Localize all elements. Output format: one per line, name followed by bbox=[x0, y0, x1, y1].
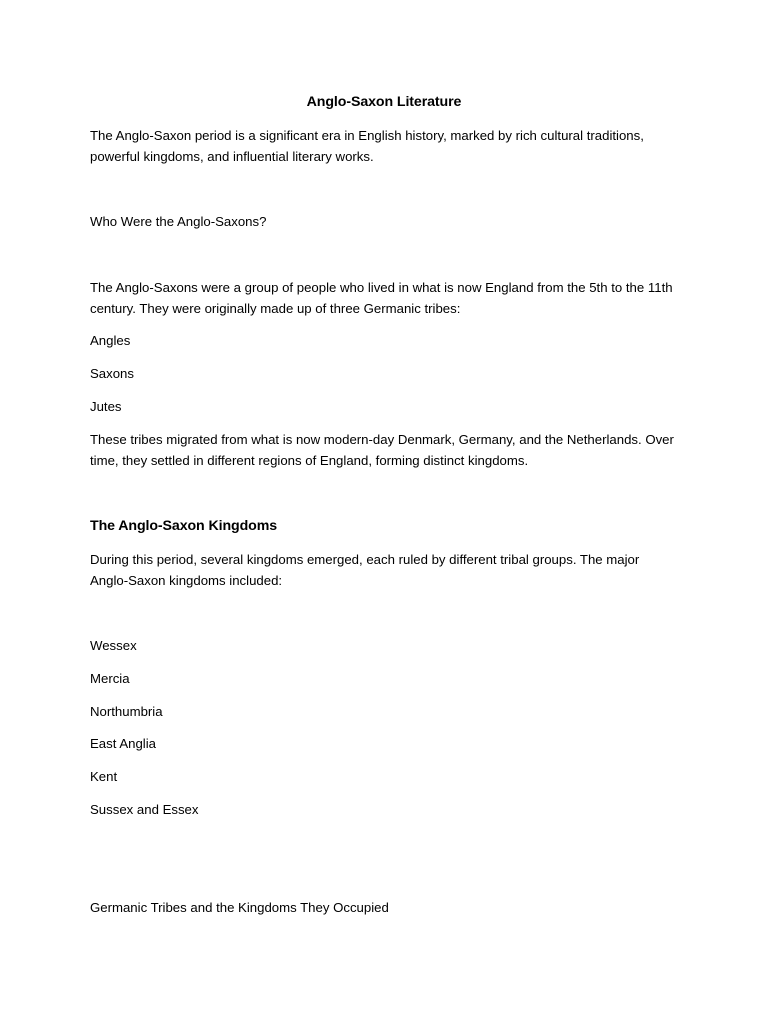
document-title: Anglo-Saxon Literature bbox=[306, 94, 462, 110]
intro-paragraph: The Anglo-Saxon period is a significant era in English history, marked by rich cultural traditions, powerful kingdoms, and influential literary works. bbox=[90, 128, 644, 164]
kingdom-item: Wessex bbox=[90, 638, 137, 653]
kingdoms-paragraph: During this period, several kingdoms emerged, each ruled by different tribal groups. The major Anglo-Saxon kingdoms included: bbox=[90, 552, 640, 588]
tribe-item: Jutes bbox=[90, 399, 122, 414]
kingdom-item: East Anglia bbox=[90, 736, 156, 751]
who-were-heading: Who Were the Anglo-Saxons? bbox=[90, 214, 267, 229]
kingdoms-heading: The Anglo-Saxon Kingdoms bbox=[90, 518, 278, 534]
tribe-item: Angles bbox=[90, 333, 131, 348]
kingdom-item: Sussex and Essex bbox=[90, 802, 199, 817]
who-paragraph: The Anglo-Saxons were a group of people who lived in what is now England from the 5th to the 11th century. They were originally made up of three Germanic tribes: bbox=[90, 280, 673, 316]
kingdom-item: Northumbria bbox=[90, 704, 163, 719]
migration-paragraph: These tribes migrated from what is now modern-day Denmark, Germany, and the Netherlands. Over time, they settled in different regions of England, forming distinct kingdoms. bbox=[90, 432, 674, 468]
tribe-item: Saxons bbox=[90, 366, 134, 381]
tribes-kingdoms-heading: Germanic Tribes and the Kingdoms They Occupied bbox=[90, 900, 389, 915]
kingdom-item: Kent bbox=[90, 769, 118, 784]
kingdom-item: Mercia bbox=[90, 671, 130, 686]
